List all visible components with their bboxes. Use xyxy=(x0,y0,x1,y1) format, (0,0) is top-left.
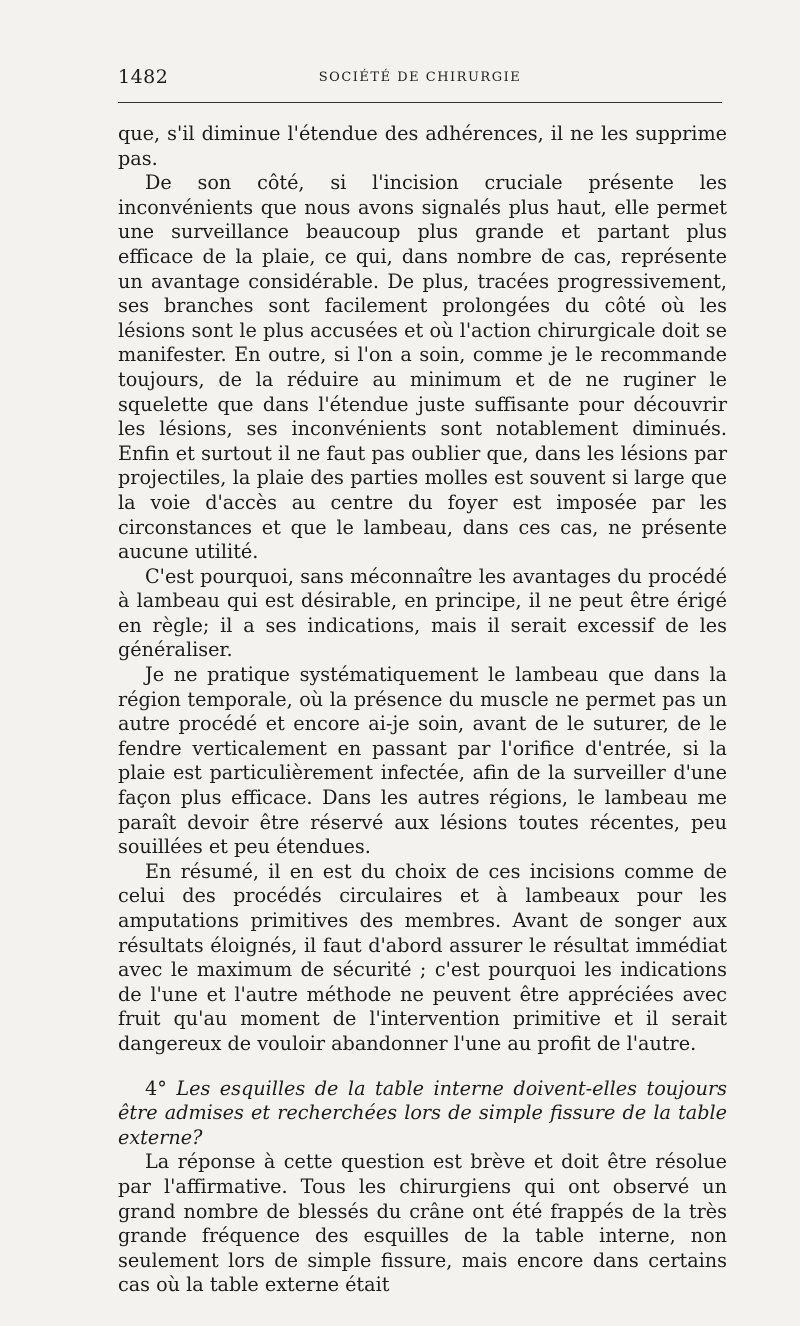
header-rule xyxy=(118,102,722,103)
paragraph: Je ne pratique systématiquement le lambeau que dans la région temporale, où la présence du muscle ne permet pas un autre procédé et encore ai-je soin, avant de le suturer, de le fendre verticalement en passant par l'orifice d'entrée, si la plaie est particulièrement infectée, afin de la surveiller d'une façon plus efficace. Dans les autres régions, le lambeau me paraît devoir être réservé aux lésions toutes récentes, peu souillées et peu étendues. xyxy=(118,663,727,859)
page-header xyxy=(118,62,722,92)
section-number: 4° xyxy=(145,1076,167,1100)
paragraph: De son côté, si l'incision cruciale présente les inconvénients que nous avons signalés plus haut, elle permet une surveillance beaucoup plus grande et partant plus efficace de la plaie, ce qui, dans nombre de cas, représente un avantage considérable. De plus, tracées progressivement, ses branches sont facilement prolongées du côté où les lésions sont le plus accusées et où l'action chirurgicale doit se manifester. En outre, si l'on a soin, comme je le recommande toujours, de la réduire au minimum et de ne ruginer le squelette que dans l'étendue juste suffisante pour découvrir les lésions, ses inconvénients sont notablement diminués. Enfin et surtout il ne faut pas oublier que, dans les lésions par projectiles, la plaie des parties molles est souvent si large que la voie d'accès au centre du foyer est imposée par les circonstances et que le lambeau, dans ces cas, ne présente aucune utilité. xyxy=(118,171,727,564)
page-number: 1482 xyxy=(118,66,169,88)
running-title: SOCIÉTÉ DE CHIRURGIE xyxy=(318,70,522,85)
section-title: Les esquilles de la table interne doivent-elles toujours être admises et recherchées lors de simple fissure de la table externe? xyxy=(118,1076,727,1149)
section-heading xyxy=(118,1077,727,1151)
paragraph: La réponse à cette question est brève et doit être résolue par l'affirmative. Tous les chirurgiens qui ont observé un grand nombre de blessés du crâne ont été frappés de la très grande fréquence des esquilles de la table interne, non seulement lors de simple fissure, mais encore dans certains cas où la table externe était xyxy=(118,1150,727,1297)
paragraph: C'est pourquoi, sans méconnaître les avantages du procédé à lambeau qui est désirable, en principe, il ne peut être érigé en règle; il a ses indications, mais il serait excessif de les généraliser. xyxy=(118,564,727,662)
body-text xyxy=(118,122,727,1298)
paragraph: En résumé, il en est du choix de ces incisions comme de celui des procédés circulaires et à lambeaux pour les amputations primitives des membres. Avant de songer aux résultats éloignés, il faut d'abord assurer le résultat immédiat avec le maximum de sécurité ; c'est pourquoi les indications de l'une et l'autre méthode ne peuvent être appréciées avec fruit qu'au moment de l'intervention primitive et il serait dangereux de vouloir abandonner l'une au profit de l'autre. xyxy=(118,859,727,1055)
paragraph: que, s'il diminue l'étendue des adhérences, il ne les supprime pas. xyxy=(118,122,727,170)
